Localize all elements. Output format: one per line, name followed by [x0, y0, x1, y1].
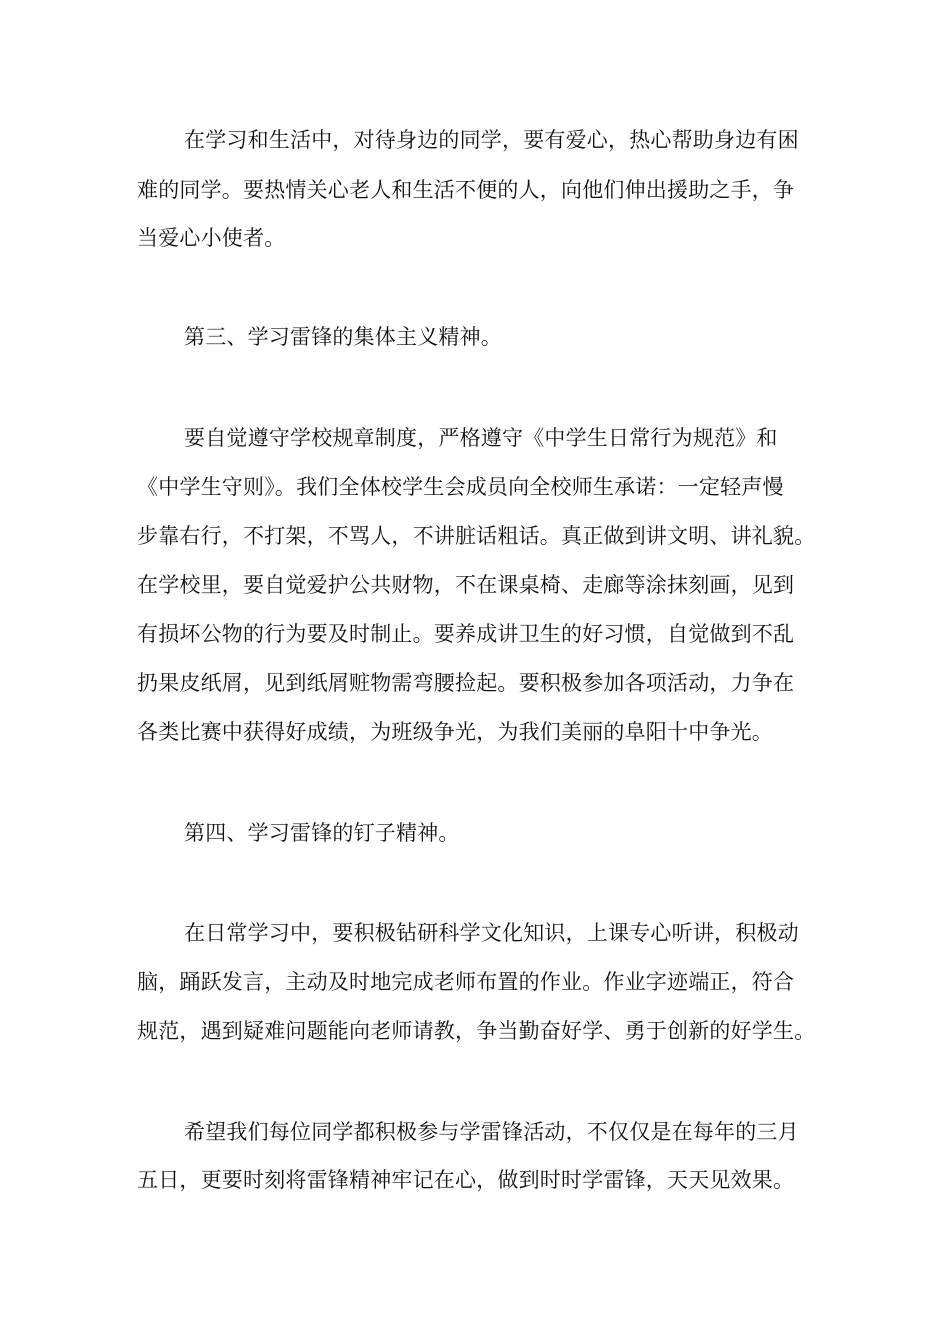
section-heading: 第四、学习雷锋的钉子精神。 [184, 821, 460, 845]
paragraph-line: 在学校里，要自觉爱护公共财物，不在课桌椅、走廊等涂抹刻画，见到 [137, 573, 795, 597]
paragraph-line: 希望我们每位同学都积极参与学雷锋活动，不仅仅是在每年的三月 [184, 1120, 799, 1144]
paragraph-line: 难的同学。要热情关心老人和生活不便的人，向他们伸出援助之手，争 [137, 178, 795, 202]
paragraph-line: 脑，踊跃发言，主动及时地完成老师布置的作业。作业字迹端正，符合 [137, 970, 795, 994]
paragraph-line: 《中学生守则》。我们全体校学生会成员向全校师生承诺：一定轻声慢 [137, 475, 784, 499]
paragraph-line: 当爱心小使者。 [137, 226, 286, 250]
paragraph-line: 步靠右行，不打架，不骂人，不讲脏话粗话。真正做到讲文明、讲礼貌。 [137, 524, 816, 548]
paragraph-line: 有损坏公物的行为要及时制止。要养成讲卫生的好习惯，自觉做到不乱 [137, 622, 795, 646]
section-heading: 第三、学习雷锋的集体主义精神。 [184, 325, 502, 349]
paragraph-line: 在学习和生活中，对待身边的同学，要有爱心，热心帮助身边有困 [184, 128, 799, 152]
paragraph-line: 扔果皮纸屑，见到纸屑赃物需弯腰捡起。要积极参加各项活动，力争在 [137, 671, 795, 695]
paragraph-line: 规范，遇到疑难问题能向老师请教，争当勤奋好学、勇于创新的好学生。 [137, 1019, 816, 1043]
paragraph-line: 要自觉遵守学校规章制度，严格遵守《中学生日常行为规范》和 [184, 426, 778, 450]
paragraph-line: 五日，更要时刻将雷锋精神牢记在心，做到时时学雷锋，天天见效果。 [137, 1168, 795, 1192]
paragraph-line: 各类比赛中获得好成绩，为班级争光，为我们美丽的阜阳十中争光。 [137, 720, 773, 744]
paragraph-line: 在日常学习中，要积极钻研科学文化知识，上课专心听讲，积极动 [184, 921, 799, 945]
